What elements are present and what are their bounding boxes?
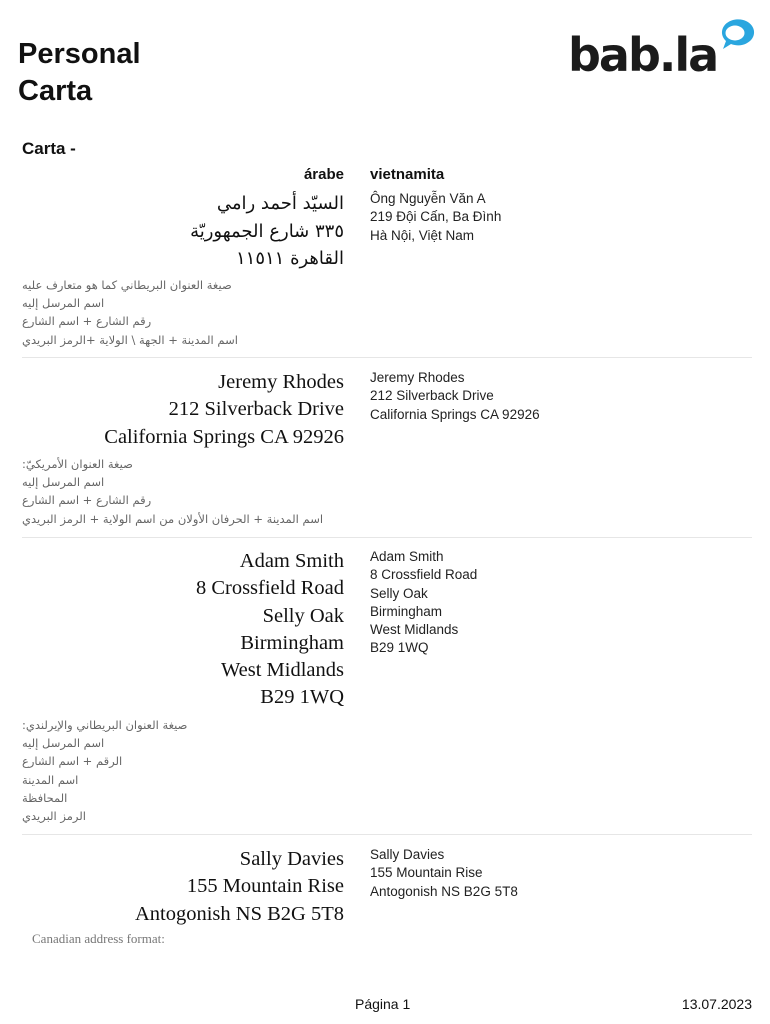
address-line: California Springs CA 92926 (104, 425, 344, 448)
address-line: Adam Smith (370, 549, 444, 564)
format-line: صيغة العنوان الأمريكيّ: (22, 457, 133, 471)
address-line: Selly Oak (370, 585, 428, 601)
arabic-address (104, 369, 344, 451)
arabic-address (196, 548, 344, 712)
column-header-arabic: árabe (303, 166, 344, 183)
address-line: Jeremy Rhodes (218, 371, 344, 393)
address-line: California Springs CA 92926 (370, 406, 540, 422)
format-line: صيغة العنوان البريطاني والإيرلندي: (22, 718, 188, 732)
address-line: Hà Nội, Việt Nam (370, 227, 475, 243)
page-title (18, 36, 141, 110)
address-format-note (22, 716, 362, 825)
address-line: 8 Crossfield Road (195, 577, 344, 600)
vietnamese-address (370, 190, 501, 245)
title-line-1: Personal (18, 38, 141, 70)
address-format-note (22, 276, 362, 349)
format-line: اسم المدينة + الجهة \ الولاية +الرمز البريدي (22, 332, 238, 347)
arabic-address (135, 846, 344, 928)
address-line: Antogonish NS B2G 5T8 (370, 883, 518, 899)
vietnamese-address (370, 846, 518, 901)
format-line: صيغة العنوان البريطاني كما هو متعارف عليه (22, 278, 232, 292)
format-line: رقم الشارع + اسم الشارع (22, 493, 152, 508)
speech-bubble-icon (568, 14, 758, 84)
section-label: Carta - (22, 139, 76, 158)
format-line: الرقم + اسم الشارع (22, 754, 123, 769)
format-line: اسم المدينة + الحرفان الأولان من اسم الولاية + الرمز البريدي (22, 511, 324, 526)
address-line: West Midlands (220, 659, 344, 682)
address-format-note (22, 930, 362, 948)
print-date: 13.07.2023 (681, 996, 752, 1012)
logo-wordmark: bab.la (568, 28, 718, 82)
format-line: الرمز البريدي (22, 809, 86, 824)
divider (22, 357, 752, 358)
arabic-address (190, 190, 344, 273)
address-line: Ông Nguyễn Văn A (370, 191, 486, 206)
address-line: Birmingham (240, 631, 344, 654)
address-line: B29 1WQ (370, 640, 429, 656)
address-line: B29 1WQ (260, 686, 344, 709)
format-line: اسم المرسل إليه (22, 296, 105, 311)
divider (22, 537, 752, 538)
address-line: Antogonish NS B2G 5T8 (134, 902, 344, 925)
address-line: 155 Mountain Rise (186, 875, 344, 898)
format-line: رقم الشارع + اسم الشارع (22, 314, 152, 329)
format-line: اسم المرسل إليه (22, 736, 105, 751)
column-header-vietnamese: vietnamita (370, 166, 445, 183)
address-line: Birmingham (370, 603, 443, 619)
format-line: اسم المرسل إليه (22, 475, 105, 490)
address-line: ٣٣٥ شارع الجمهوريّة (190, 220, 344, 242)
address-line: 219 Đội Cấn, Ba Đình (370, 209, 502, 225)
address-line: 212 Silverback Drive (370, 388, 494, 404)
address-line: Selly Oak (262, 604, 344, 627)
address-line: السيّد أحمد رامي (216, 193, 344, 214)
address-line: Adam Smith (239, 550, 344, 572)
address-line: West Midlands (370, 622, 459, 638)
title-line-2: Carta (18, 75, 93, 107)
address-line: Jeremy Rhodes (370, 370, 465, 385)
address-line: 155 Mountain Rise (370, 865, 483, 881)
address-line: القاهرة ١١٥١١ (236, 248, 344, 269)
divider (22, 834, 752, 835)
address-line: 212 Silverback Drive (168, 398, 344, 421)
format-line: المحافظة (22, 790, 68, 805)
format-line: Canadian address format: (32, 931, 165, 946)
page-number: Página 1 (355, 996, 411, 1012)
address-line: Sally Davies (239, 848, 344, 870)
address-line: 8 Crossfield Road (370, 567, 478, 583)
address-format-note (22, 455, 362, 528)
format-line: اسم المدينة (22, 772, 79, 787)
address-line: Sally Davies (370, 847, 445, 862)
vietnamese-address (370, 369, 540, 424)
vietnamese-address (370, 548, 477, 658)
